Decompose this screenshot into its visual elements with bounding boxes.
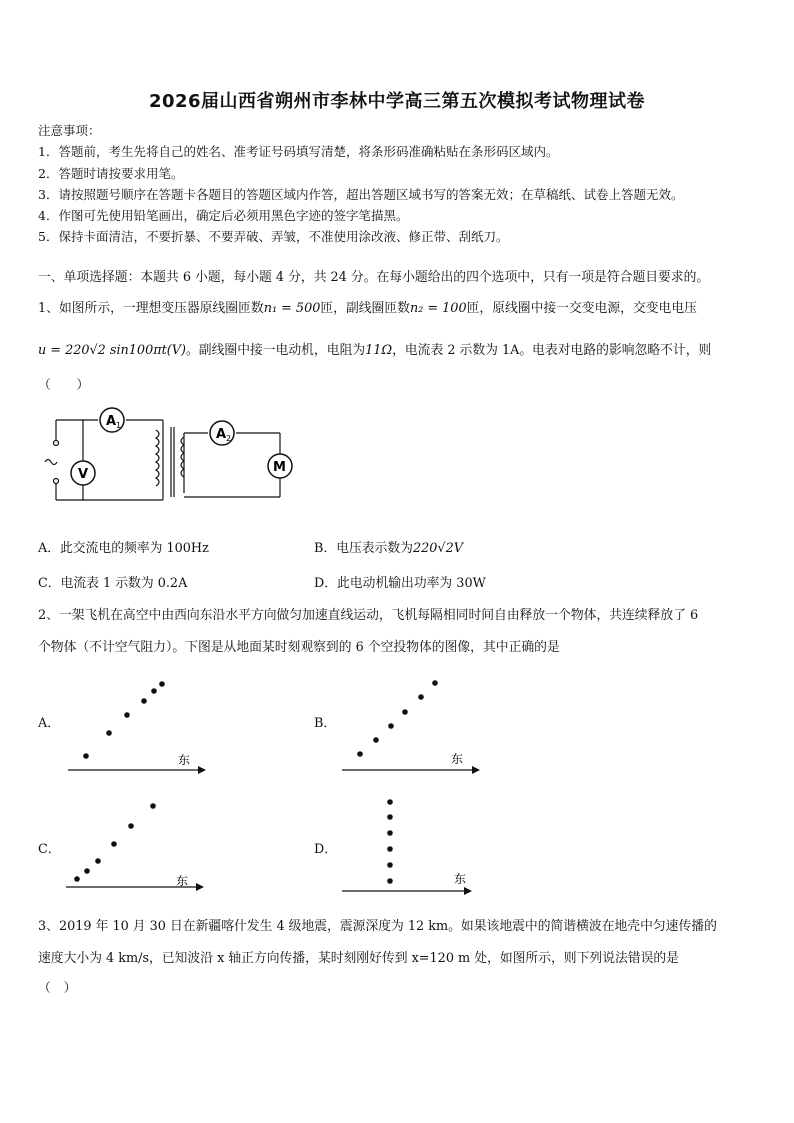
dot — [387, 799, 393, 805]
dot — [402, 709, 408, 715]
q1-text-a: 1、如图所示，一理想变压器原线圈匝数 — [38, 301, 264, 316]
dot — [432, 680, 438, 686]
q1-line1 — [38, 297, 697, 316]
dot — [373, 737, 379, 743]
dot — [141, 698, 147, 704]
dot — [387, 862, 393, 868]
q1-option-c: C．电流表 1 示数为 0.2A — [38, 576, 188, 591]
dot — [84, 868, 90, 874]
q2-figure-d — [338, 795, 488, 899]
q2-figure-b — [338, 672, 488, 776]
notice-item: 3．请按照题号顺序在答题卡各题目的答题区域内作答，超出答题区域书写的答案无效；在草稿纸、试卷上答题无效。 — [38, 187, 684, 202]
q2-figure-c — [60, 795, 210, 899]
q1-text-c: 匝，原线圈中接一交变电源，交变电电压 — [466, 301, 697, 316]
east-label: 东 — [176, 874, 189, 888]
q1-option-a: A．此交流电的频率为 100Hz — [38, 541, 209, 556]
ammeter-2-subscript: 2 — [226, 434, 232, 443]
q3-bracket: （ ） — [38, 981, 77, 996]
q1-n1: n₁ = 500 — [263, 301, 321, 316]
q2-figure-a — [60, 672, 210, 776]
section-heading: 一、单项选择题：本题共 6 小题，每小题 4 分，共 24 分。在每小题给出的四个选项中，只有一项是符合题目要求的。 — [38, 270, 710, 285]
motor-label: M — [273, 460, 286, 475]
q1-n2: n₂ = 100 — [409, 301, 467, 316]
q2-option-d-label: D． — [314, 842, 338, 857]
q1-option-b — [314, 537, 463, 556]
dot — [388, 723, 394, 729]
dot — [95, 858, 101, 864]
east-label: 东 — [178, 753, 191, 767]
dot — [111, 841, 117, 847]
notice-heading: 注意事项： — [38, 123, 101, 138]
q1-option-d: D．此电动机输出功率为 30W — [314, 576, 486, 591]
q1-formula: u = 220√2 sin100πt(V) — [38, 343, 186, 358]
q1-text-d: 。副线圈中接一电动机，电阻为 — [186, 343, 366, 358]
notice-item: 1．答题前，考生先将自己的姓名、准考证号码填写清楚，将条形码准确粘贴在条形码区域内。 — [38, 144, 559, 159]
q1-option-b-value: 220√2V — [412, 541, 463, 556]
dot — [387, 814, 393, 820]
dot — [357, 751, 363, 757]
voltmeter-label: V — [78, 467, 89, 482]
q1-text-b: 匝，副线圈匝数 — [320, 301, 410, 316]
terminal-dot — [54, 479, 59, 484]
q1-line2 — [38, 339, 711, 358]
ammeter-1-subscript: 1 — [116, 421, 122, 430]
dot — [83, 753, 89, 759]
dot — [128, 823, 134, 829]
q3-line1: 3、2019 年 10 月 30 日在新疆喀什发生 4 级地震，震源深度为 12 km。如果该地震中的简谐横波在地壳中匀速传播的 — [38, 919, 717, 934]
ac-source-icon — [45, 460, 57, 465]
dot — [159, 681, 165, 687]
dot — [387, 878, 393, 884]
notice-item: 5．保持卡面清洁，不要折暴、不要弄破、弄皱，不准使用涂改液、修正带、刮纸刀。 — [38, 229, 509, 244]
notice-item: 2．答题时请按要求用笔。 — [38, 166, 184, 181]
q3-line2: 速度大小为 4 km/s，已知波沿 x 轴正方向传播，某时刻刚好传到 x=120 m 处，如图所示，则下列说法错误的是 — [38, 951, 679, 966]
q2-line1: 2、一架飞机在高空中由西向东沿水平方向做匀加速直线运动，飞机每隔相同时间自由释放一个物体，共连续释放了 6 — [38, 608, 699, 623]
dot — [106, 730, 112, 736]
east-label: 东 — [454, 872, 467, 886]
notice-item: 4．作图可先使用铅笔画出，确定后必须用黑色字迹的签字笔描黑。 — [38, 208, 409, 223]
q2-option-b-label: B． — [314, 716, 337, 731]
dot — [150, 803, 156, 809]
q2-option-c-label: C． — [38, 842, 61, 857]
transformer-circuit-diagram — [38, 405, 298, 505]
q2-line2: 个物体（不计空气阻力）。下图是从地面某时刻观察到的 6 个空投物体的图像，其中正确的是 — [38, 640, 560, 655]
page-title: 2026届山西省朔州市李林中学高三第五次模拟考试物理试卷 — [148, 91, 646, 112]
ammeter-1-label: A — [106, 414, 117, 429]
q2-option-a-label: A． — [38, 716, 61, 731]
dot — [124, 712, 130, 718]
dot — [74, 876, 80, 882]
q1-text-e: ，电流表 2 示数为 1A。电表对电路的影响忽略不计，则 — [392, 343, 712, 358]
dot — [418, 694, 424, 700]
ammeter-2-label: A — [216, 427, 227, 442]
q1-option-b-text: B．电压表示数为 — [314, 541, 413, 556]
dot — [151, 688, 157, 694]
dot — [387, 846, 393, 852]
q1-bracket: （ ） — [38, 378, 90, 393]
terminal-dot — [54, 441, 59, 446]
dot — [387, 830, 393, 836]
q1-resistance: 11Ω — [365, 343, 393, 358]
east-label: 东 — [451, 752, 464, 766]
